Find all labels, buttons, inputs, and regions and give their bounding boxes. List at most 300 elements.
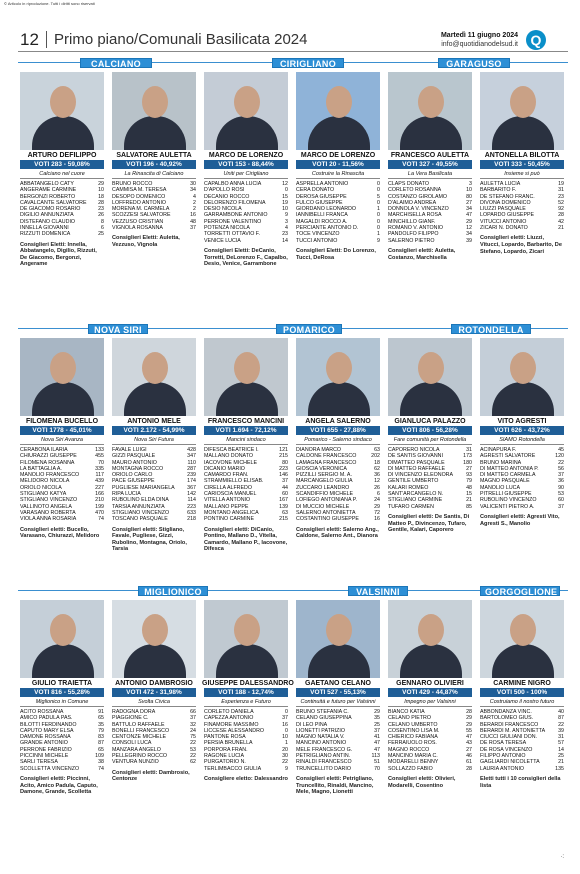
candidate-photo — [388, 600, 472, 678]
votes-badge: VOTI 527 - 55,13% — [296, 688, 380, 697]
councillor-votes: 93 — [466, 472, 472, 479]
votes-badge: VOTI 283 - 59,08% — [20, 160, 104, 169]
elected-councillors: Consiglieri eletti: Olivieri, Modarelli, Cosentino — [388, 775, 456, 789]
councillor-name: DICANIO MARIO — [204, 465, 245, 472]
portrait-head — [510, 352, 536, 384]
councillor-votes: 45 — [558, 447, 564, 453]
councillor-name: TOSCANO PASQUALE — [112, 516, 168, 523]
candidate-name: GENNARO OLIVIERI — [396, 680, 464, 687]
councillor-votes: 92 — [558, 206, 564, 213]
councillor-votes: 146 — [279, 472, 288, 479]
candidate-photo — [20, 72, 104, 150]
councillor-name: DI MATTEO ANTONIA P. — [480, 465, 539, 472]
votes-badge: VOTI 196 - 40,92% — [112, 160, 196, 169]
candidate-list — [20, 699, 104, 796]
list-name: La Vera Basilicata — [388, 171, 472, 179]
elected-councillors: Consiglieri Eletti: Auletta, Vezzuso, Vignola — [112, 235, 180, 248]
councillor-votes: 36 — [374, 472, 380, 479]
councillor-votes: 21 — [466, 497, 472, 504]
councillor-name: DE STEFANO FRANC. — [480, 193, 535, 200]
votes-badge: VOTI 806 - 56,28% — [388, 426, 472, 435]
elected-councillors: Consiglieri eletti: Piccinni, Acito, Amico Padula, Caputo, Damone, Grande, Scolletta — [20, 775, 98, 796]
candidate-photo — [388, 72, 472, 150]
councillor-votes: 0 — [377, 199, 380, 206]
councillor-name: GIZZI PASQUALE — [112, 453, 156, 460]
portrait-head — [142, 352, 168, 384]
councillor-votes: 0 — [377, 187, 380, 194]
councillor-name: AGRESTI SALVATORE — [480, 453, 536, 460]
councillor-votes: 37 — [190, 715, 196, 722]
councillor-votes: 133 — [95, 447, 104, 453]
portrait-head — [142, 614, 168, 646]
councillor-name: CHIURAZZI GIUSEPPE — [20, 453, 77, 460]
councillor-name: MINCHILLO GIANF. — [388, 218, 436, 225]
page-header — [18, 28, 568, 52]
councillor-votes: 61 — [466, 759, 472, 766]
candidate-photo — [296, 338, 380, 416]
councillor-votes: 9 — [285, 765, 288, 772]
councillor-votes: 53 — [190, 746, 196, 753]
candidate-photo — [112, 600, 196, 678]
votes-badge: VOTI 626 - 43,72% — [480, 426, 564, 435]
councillor-name: SALERNO PIETRO — [388, 237, 435, 244]
candidate-name: CARMINE NIGRO — [493, 680, 551, 687]
councillor-votes: 63 — [374, 447, 380, 453]
elected-councillors: Consiglieri Eletti: DeCanio, Torretti, DeLorenzo F., Capalbo, Desio, Venice, Garrambone — [204, 247, 288, 268]
councillor-votes: 5 — [377, 193, 380, 200]
candidate-name: VITO AGRESTI — [497, 418, 547, 425]
councillor-name: LA BATTAGLIA A. — [20, 465, 62, 472]
councillor-votes: 218 — [187, 516, 196, 523]
councillor-name: SCOZZESI SALVATORE — [112, 212, 171, 219]
candidate-name: FRANCESCO AULETTA — [390, 152, 470, 159]
portrait-body — [124, 382, 186, 416]
portrait-head — [326, 614, 352, 646]
list-row — [480, 504, 564, 510]
councillor-votes: 26 — [98, 212, 104, 219]
councillor-name: DIGILIO ANNUNZIATA — [20, 212, 74, 219]
councillor-votes: 0 — [377, 212, 380, 219]
town-label: MIGLIONICO — [138, 586, 208, 596]
candidate-list — [204, 171, 288, 268]
councillor-name: ASPRELLA ANTONIO — [296, 181, 349, 187]
councillor-votes: 31 — [466, 447, 472, 453]
candidate-photo — [204, 600, 288, 678]
councillor-name: DISTEFANO CLAUDIO — [20, 218, 76, 225]
councillor-name: CAMARDO FRAN. — [204, 472, 249, 479]
councillor-votes: 1 — [377, 231, 380, 238]
councillor-name: SARLI TERESA — [20, 759, 58, 766]
councillor-name: MANCINO ANTONIO — [296, 740, 347, 747]
list-row — [296, 766, 380, 772]
list-name: Svolta Civica — [112, 699, 196, 707]
councillor-votes: 215 — [279, 453, 288, 460]
councillor-votes: 223 — [279, 465, 288, 472]
councillor-name: RIPA LUCIA — [112, 491, 141, 498]
councillor-name: ZICARI N. DONATO — [480, 225, 528, 232]
councillor-votes: 31 — [558, 187, 564, 194]
councillor-votes: 79 — [98, 727, 104, 734]
councillor-name: BARTOLOMEO GIUS. — [480, 715, 534, 722]
list-name: Impegno per Valsinni — [388, 699, 472, 707]
councillor-name: SANT'ARCANGELO N. — [388, 491, 444, 498]
councillor-votes: 428 — [187, 447, 196, 453]
councillor-name: LIONETTI PATRIZIO — [296, 727, 345, 734]
votes-badge: VOTI 655 - 27,88% — [296, 426, 380, 435]
councillor-name: LICCESE ALESSANDRO — [204, 727, 265, 734]
councillor-name: BRUNO STEFANIA C. — [296, 709, 349, 715]
councillor-name: PUGLIESE MARIANGELA — [112, 484, 175, 491]
councillor-name: VALICENTI PIETRO A. — [480, 503, 535, 510]
councillor-votes: 22 — [282, 759, 288, 766]
votes-badge: VOTI 472 - 31,98% — [112, 688, 196, 697]
elected-councillors: Consigliere eletto: Dalessandro — [204, 775, 288, 782]
councillor-votes: 35 — [98, 721, 104, 728]
councillor-name: RUBOLINO VINCENZO — [480, 497, 537, 504]
councillor-votes: 9 — [377, 237, 380, 244]
councillor-name: LIUZZI PASQUALE — [480, 206, 526, 213]
councillor-name: DELORENZO FILOMENA — [204, 199, 266, 206]
councillor-votes: 47 — [466, 212, 472, 219]
councillor-votes: 23 — [98, 206, 104, 213]
councillor-votes: 0 — [285, 727, 288, 734]
councillor-votes: 120 — [555, 453, 564, 460]
councillor-name: STIGLIANO CARMINE — [388, 497, 443, 504]
list-row — [204, 516, 288, 522]
councillor-name: MANOLIO FRANCESCO — [20, 472, 80, 479]
councillor-name: CLAPS DONATO — [388, 181, 430, 187]
councillor-votes: 4 — [285, 225, 288, 232]
councillor-votes: 55 — [466, 727, 472, 734]
councillor-votes: 12 — [374, 478, 380, 485]
candidate-list — [388, 699, 472, 789]
councillor-votes: 53 — [558, 491, 564, 498]
councillor-name: FERRAIUOLO ROS. — [388, 740, 437, 747]
councillor-votes: 41 — [374, 734, 380, 741]
councillor-name: VALLINOTO ANGELA — [20, 503, 72, 510]
town-label: VALSINNI — [348, 586, 408, 596]
portrait-body — [492, 116, 554, 150]
councillor-votes: 60 — [282, 491, 288, 498]
elected-councillors: Eletti tutti i 10 consiglieri della lista — [480, 775, 561, 789]
councillor-name: RINALDI FRANCESCO — [296, 759, 352, 766]
councillor-votes: 15 — [466, 491, 472, 498]
candidate-list — [296, 699, 380, 796]
councillor-name: DONNOLA V. VINCENZO — [388, 206, 449, 213]
candidate-name: ARTURO DEFILIPPO — [27, 152, 97, 159]
councillor-votes: 22 — [190, 753, 196, 760]
councillor-name: COSTANTINO GIUSEPPE — [296, 516, 359, 523]
councillor-votes: 43 — [466, 740, 472, 747]
councillor-votes: 215 — [279, 516, 288, 523]
candidate-name: GIULIO TRAIETTA — [31, 680, 93, 687]
councillor-name: LOFIEGO ANTONIANA P. — [296, 497, 358, 504]
councillor-votes: 52 — [558, 199, 564, 206]
councillor-votes: 31 — [558, 734, 564, 741]
councillor-name: DI VINCENZO ELEONORA — [388, 472, 454, 479]
votes-badge: VOTI 153 - 88,44% — [204, 160, 288, 169]
candidate-list — [20, 437, 104, 540]
portrait-body — [400, 644, 462, 678]
list-name: Costruire la Rinascita — [296, 171, 380, 179]
councillor-votes: 3 — [469, 181, 472, 187]
list-name: Fare comunità per Rotondella — [388, 437, 472, 445]
councillor-votes: 87 — [558, 715, 564, 722]
list-name: La Rinascita di Calciano — [112, 171, 196, 179]
candidate-list — [20, 171, 104, 268]
votes-badge: VOTI 1.694 - 72,12% — [204, 426, 288, 435]
list-row — [112, 759, 196, 765]
councillor-name: CIRELLA ALFREDO — [204, 484, 252, 491]
councillor-votes: 27 — [466, 746, 472, 753]
portrait-body — [32, 382, 94, 416]
candidate-name: MARCO DE LORENZO — [300, 152, 376, 159]
councillor-votes: 12 — [466, 225, 472, 232]
candidate-name: GIUSEPPE DALESSANDRO — [202, 680, 294, 687]
councillor-votes: 202 — [371, 453, 380, 460]
list-row — [20, 516, 104, 522]
section-title: Primo piano/Comunali Basilicata 2024 — [54, 31, 308, 48]
councillor-votes: 91 — [98, 709, 104, 715]
councillor-name: DESOPO DOMENICO — [112, 193, 166, 200]
candidate-name: FILOMENA BUCELLO — [25, 418, 99, 425]
councillor-votes: 27 — [466, 465, 472, 472]
list-name: SIAMO Rotondella — [480, 437, 564, 445]
councillor-name: MAGALDI ROCCO A. — [296, 218, 348, 225]
councillor-votes: 335 — [95, 465, 104, 472]
councillor-votes: 16 — [282, 721, 288, 728]
votes-badge: VOTI 816 - 55,28% — [20, 688, 104, 697]
councillor-votes: 29 — [374, 709, 380, 715]
candidate-name: ANTONIO DAMBROSIO — [115, 680, 193, 687]
councillor-name: SALERNO ANTONIETTA — [296, 509, 356, 516]
councillor-votes: 28 — [466, 765, 472, 772]
councillor-name: DI MATTEO RAFFAELE — [388, 465, 445, 472]
town-label: GORGOGLIONE — [480, 586, 560, 596]
candidate-photo — [480, 600, 564, 678]
candidate-photo — [388, 338, 472, 416]
councillor-name: MANOLIO LUCA — [480, 484, 521, 491]
councillor-name: CARIOSCIA MANUEL — [204, 491, 257, 498]
councillor-name: MELIDORO NICOLA — [20, 478, 70, 485]
councillor-votes: 85 — [466, 503, 472, 510]
councillor-votes: 12 — [282, 181, 288, 187]
councillor-votes: 22 — [558, 459, 564, 466]
councillor-name: CELANO PIETRO — [388, 715, 431, 722]
councillor-name: PERRONE VALENTINO — [204, 218, 262, 225]
councillor-name: CORLETO DANIELA — [204, 709, 254, 715]
councillor-name: ABBONDANZA VINC. — [480, 709, 532, 715]
header-divider — [46, 31, 47, 48]
candidate-list — [388, 437, 472, 534]
portrait-body — [216, 116, 278, 150]
portrait-head — [418, 86, 444, 118]
councillor-votes: 27 — [466, 199, 472, 206]
councillor-votes: 60 — [558, 497, 564, 504]
councillor-name: PIZZILLI SERGIO M. A. — [296, 472, 352, 479]
elected-councillors: Consiglieri eletti: Stigliano, Favale, Pugliese, Gizzi, Rubolino, Montagna, Oriolo, Tarsia — [112, 526, 187, 553]
votes-badge: VOTI 500 - 100% — [480, 688, 564, 697]
councillor-votes: 37 — [558, 503, 564, 510]
councillor-name: BERARDI M. ANTONIETTA — [480, 727, 546, 734]
councillor-name: DEROSA GIUSEPPE — [296, 193, 347, 200]
councillor-votes: 173 — [463, 453, 472, 460]
councillor-name: TRUNCELLITO DARIO — [296, 765, 351, 772]
councillor-name: DAMONE ROSSANA — [20, 734, 71, 741]
candidate-list — [296, 171, 380, 261]
portrait-body — [400, 382, 462, 416]
councillor-name: STIGLIANO KATYA — [20, 491, 67, 498]
councillor-name: ACITO ROSSANA — [20, 709, 64, 715]
votes-badge: VOTI 2.172 - 54,99% — [112, 426, 196, 435]
town-label: ROTONDELLA — [451, 324, 531, 334]
list-name: Miglionico in Comune — [20, 699, 104, 707]
councillor-votes: 38 — [98, 759, 104, 766]
councillor-name: GARRAMBONE ANTONIO — [204, 212, 268, 219]
elected-councillors: Consiglieri eletti: Dambrosio, Centonze — [112, 769, 190, 783]
councillor-name: CORLETO ROSANNA — [388, 187, 442, 194]
councillor-name: POTENZA NICOLA — [204, 225, 250, 232]
councillor-votes: 35 — [374, 715, 380, 722]
councillor-votes: 167 — [279, 497, 288, 504]
list-name: Insieme si può — [480, 171, 564, 179]
portrait-body — [308, 116, 370, 150]
councillor-name: CERA DONATO — [296, 187, 335, 194]
councillor-name: CERABONA ILARIA — [20, 447, 68, 453]
councillor-name: MONTAGNA ROCCO — [112, 465, 164, 472]
elected-councillors: Consiglieri eletti: DiCanio, Pontino, Mallano D., Vitella, Camardo, Mallano P., Iacovone, Difesca — [204, 526, 288, 553]
contact-email[interactable]: info@quotidianodelsud.it — [441, 41, 518, 48]
councillor-name: SCOLLETTA VINCENZO — [20, 765, 80, 772]
councillor-name: KALARI ROMEO — [388, 484, 429, 491]
councillor-votes: 90 — [558, 484, 564, 491]
councillor-name: MARCHISELLA ROSA — [388, 212, 442, 219]
councillor-votes: 18 — [374, 459, 380, 466]
councillor-name: DIVONA DOMENICO — [480, 199, 531, 206]
councillor-name: SOLLAZZO FABIO — [388, 765, 433, 772]
councillor-name: TOCE VINCENZO — [296, 231, 340, 238]
councillor-votes: 199 — [95, 503, 104, 510]
portrait-body — [124, 644, 186, 678]
councillor-votes: 37 — [282, 715, 288, 722]
elected-councillors: Consiglieri eletti: Liuzzi, Vitucci, Lopardo, Barbarito, De Stefano, Lopardo, Zicari — [480, 235, 562, 255]
councillor-votes: 117 — [95, 472, 104, 479]
issue-date: Martedì 11 giugno 2024 — [440, 32, 518, 39]
councillor-votes: 6 — [377, 491, 380, 498]
councillor-votes: 2 — [193, 206, 196, 213]
councillor-name: MARCANGELO GIULIA — [296, 478, 353, 485]
councillor-name: CONSOLI LUCA — [112, 740, 152, 747]
councillor-name: VENTURA NUNZIO — [112, 759, 159, 766]
councillor-votes: 135 — [555, 765, 564, 772]
votes-badge: VOTI 188 - 12,74% — [204, 688, 288, 697]
councillor-name: GIOSCIA VERONICA — [296, 465, 347, 472]
councillor-name: DI LEO PINA — [296, 721, 328, 728]
portrait-body — [400, 116, 462, 150]
councillor-votes: 10 — [98, 187, 104, 194]
councillor-name: MODARELLI BENNY — [388, 759, 439, 766]
councillor-name: MALLANO DONATO — [204, 453, 253, 460]
councillor-name: VIOLA ANNA ROSARIA — [20, 516, 77, 523]
councillor-votes: 20 — [282, 746, 288, 753]
candidate-photo — [112, 338, 196, 416]
councillor-name: BONELLI FRANCESCO — [112, 727, 170, 734]
councillor-name: ORIOLO CARLO — [112, 472, 153, 479]
portrait-body — [492, 644, 554, 678]
councillor-votes: 24 — [374, 497, 380, 504]
councillor-votes: 28 — [558, 212, 564, 219]
town-label: CALCIANO — [80, 58, 152, 68]
councillor-name: CIUCCI GIULIANI DON. — [480, 734, 538, 741]
councillor-name: ORIOLO NICOLA — [20, 484, 62, 491]
councillor-votes: 74 — [98, 516, 104, 523]
elected-councillors: Consiglieri Eletti: Innella, Abbatangelo, Digilio, Rizzuti, De Giacomo, Bergonzi, Angerame — [20, 241, 97, 268]
councillor-name: PANTONE ROSA — [204, 734, 246, 741]
councillor-votes: 139 — [279, 503, 288, 510]
candidate-photo — [112, 72, 196, 150]
councillor-name: CHIERICO FABIANA — [388, 734, 438, 741]
councillor-name: PACE GIUSEPPE — [112, 478, 155, 485]
councillor-name: GIORDANO LEONARDO — [296, 206, 357, 213]
councillor-votes: 114 — [187, 497, 196, 504]
portrait-head — [326, 86, 352, 118]
councillor-name: PERRONE FABRIZIO — [20, 746, 72, 753]
councillor-name: VEZZUSO CRISTIAN — [112, 218, 164, 225]
list-row — [388, 504, 472, 510]
councillor-name: VITUCCI ANTONIO — [480, 218, 527, 225]
councillor-name: BRUNO ROCCO — [112, 181, 153, 187]
list-row — [296, 516, 380, 522]
list-row — [204, 238, 288, 244]
councillor-name: PORPORA FRAN. — [204, 746, 248, 753]
councillor-name: LOFFREDO ANTONIO — [112, 199, 167, 206]
list-name: Esperienza e Futuro — [204, 699, 288, 707]
councillor-name: PANDOLFO FILIPPO — [388, 231, 439, 238]
councillor-name: BILOTTI FERDINANDO — [20, 721, 77, 728]
councillor-name: DE GIACOMO ROSARIO — [20, 206, 81, 213]
councillor-name: PELLEGRINO ROCCO — [112, 753, 168, 760]
councillor-name: IANNIBELLI FRANCA — [296, 212, 348, 219]
list-row — [388, 238, 472, 244]
votes-badge: VOTI 429 - 44,87% — [388, 688, 472, 697]
list-name: Calciano nel cuore — [20, 171, 104, 179]
councillor-votes: 9 — [285, 212, 288, 219]
councillor-votes: 633 — [187, 509, 196, 516]
councillor-name: MANZARA ANGELO — [112, 746, 161, 753]
councillor-votes: 470 — [95, 509, 104, 516]
councillor-votes: 0 — [285, 187, 288, 194]
councillor-name: RADOGNA DORA — [112, 709, 156, 715]
councillor-votes: 22 — [558, 721, 564, 728]
copyright-note: © Articolo in riproduzione. Tutti i diritti sono riservati — [4, 1, 95, 6]
councillor-name: FINAMORE MASSIMO — [204, 721, 259, 728]
portrait-body — [216, 382, 278, 416]
candidate-photo — [480, 338, 564, 416]
councillor-votes: 70 — [374, 765, 380, 772]
candidate-list — [480, 171, 564, 255]
councillor-name: DE SANTIS GIOVANNI — [388, 453, 443, 460]
councillor-name: PETRIGLIANO ANTIN. — [296, 753, 351, 760]
councillor-name: DECANIO ROCCO — [204, 193, 250, 200]
councillor-name: CAVALCANTE SALVATORE — [20, 199, 87, 206]
councillor-votes: 180 — [463, 459, 472, 466]
councillor-votes: 287 — [187, 465, 196, 472]
votes-badge: VOTI 1778 - 45,01% — [20, 426, 104, 435]
councillor-name: AMICO PADULA PAS. — [20, 715, 73, 722]
candidate-photo — [480, 72, 564, 150]
councillor-name: ACINAPURA F. — [480, 447, 517, 453]
councillor-name: ANGERAME CARMINE — [20, 187, 77, 194]
